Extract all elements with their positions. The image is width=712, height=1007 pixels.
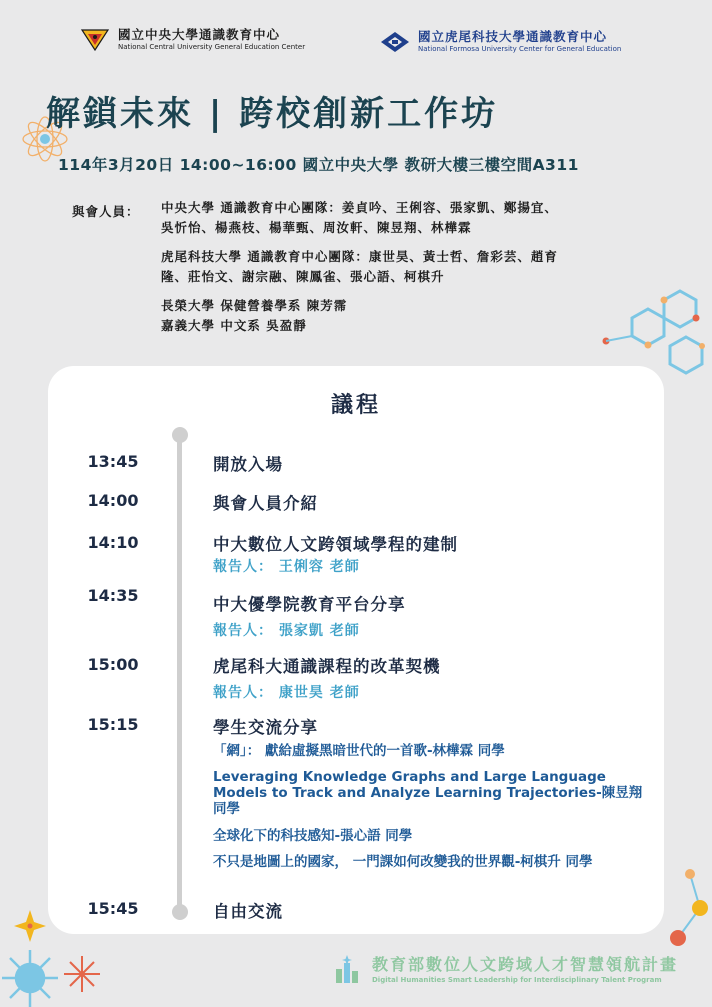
molecule-decoration-icon	[660, 862, 710, 952]
agenda-time: 14:10	[87, 533, 139, 552]
footer-name-zh: 教育部數位人文跨域人才智慧領航計畫	[372, 955, 679, 974]
agenda-time: 15:15	[87, 715, 139, 734]
participants-other	[161, 296, 661, 336]
participants-other-line2: 嘉義大學 中文系 吳盈靜	[161, 318, 307, 333]
agenda-speaker: 報告人： 張家凱 老師	[213, 623, 360, 639]
timeline-end-dot	[172, 904, 188, 920]
participants-label: 與會人員：	[72, 204, 140, 219]
ncu-name-en: National Central University General Education Center	[118, 43, 306, 51]
footer-name-en: Digital Humanities Smart Leadership for Interdisciplinary Talent Program	[372, 976, 662, 984]
student-talk: 不只是地圖上的國家， 一門課如何改變我的世界觀-柯棋升 同學	[213, 854, 593, 870]
agenda-item-title: 開放入場	[213, 455, 283, 474]
nfu-emblem-icon	[380, 31, 410, 53]
participants-nfu	[161, 247, 661, 287]
ncu-emblem-icon	[80, 28, 110, 52]
timeline-line	[177, 435, 182, 913]
nfu-name-zh: 國立虎尾科技大學通識教育中心	[418, 29, 608, 44]
agenda-time: 15:00	[87, 655, 139, 674]
agenda-title: 議程	[330, 393, 381, 418]
participants-ncu-line2: 吳忻怡、楊燕枝、楊華甄、周汝軒、陳昱翔、林樺霖	[161, 220, 472, 235]
participants-ncu-line1: 中央大學 通識教育中心團隊：姜貞吟、王俐容、張家凱、鄭揚宜、	[161, 200, 558, 215]
agenda-time: 14:35	[87, 586, 139, 605]
participants-other-line1: 長榮大學 保健營養學系 陳芳霈	[161, 298, 348, 313]
participants-nfu-line2: 隆、莊怡文、謝宗融、陳鳳雀、張心語、柯棋升	[161, 269, 445, 284]
agenda-time: 14:00	[87, 491, 139, 510]
student-talk: 「網」： 獻給虛擬黑暗世代的一首歌-林樺霖 同學	[213, 743, 505, 759]
participants-ncu	[161, 198, 661, 238]
participants-nfu-line1: 虎尾科技大學 通識教育中心團隊：康世昊、黃士哲、詹彩芸、趙育	[161, 249, 558, 264]
event-date-location: 114年3月20日 14:00~16:00 國立中央大學 教研大樓三樓空間A311	[58, 156, 579, 174]
page-title: 解鎖未來 | 跨校創新工作坊	[46, 94, 499, 134]
agenda-speaker: 報告人： 王俐容 老師	[213, 559, 360, 575]
nfu-logo	[380, 30, 621, 54]
agenda-speaker: 報告人： 康世昊 老師	[213, 685, 360, 701]
ncu-logo	[80, 28, 305, 52]
agenda-item-title: 中大優學院教育平台分享	[213, 595, 406, 614]
sparkle-decoration-icon	[0, 900, 110, 1007]
agenda-item-title: 虎尾科大通識課程的改革契機	[213, 657, 441, 676]
agenda-time: 15:45	[87, 899, 139, 918]
student-talk: Leveraging Knowledge Graphs and Large Language Models to Track and Analyze Learning Trajectories-陳昱翔 同學	[213, 769, 643, 817]
agenda-item-title: 與會人員介紹	[213, 494, 318, 513]
agenda-item-title: 學生交流分享	[213, 718, 318, 737]
agenda-item-title: 中大數位人文跨領域學程的建制	[213, 535, 458, 554]
footer-program	[334, 955, 678, 985]
nfu-name-en: National Formosa University Center for General Education	[418, 45, 622, 53]
agenda-item-title: 自由交流	[213, 902, 283, 921]
timeline-start-dot	[172, 427, 188, 443]
ncu-name-zh: 國立中央大學通識教育中心	[118, 27, 281, 42]
program-logo-icon	[334, 955, 364, 985]
student-talk: 全球化下的科技感知-張心語 同學	[213, 828, 413, 844]
agenda-time: 13:45	[87, 452, 139, 471]
